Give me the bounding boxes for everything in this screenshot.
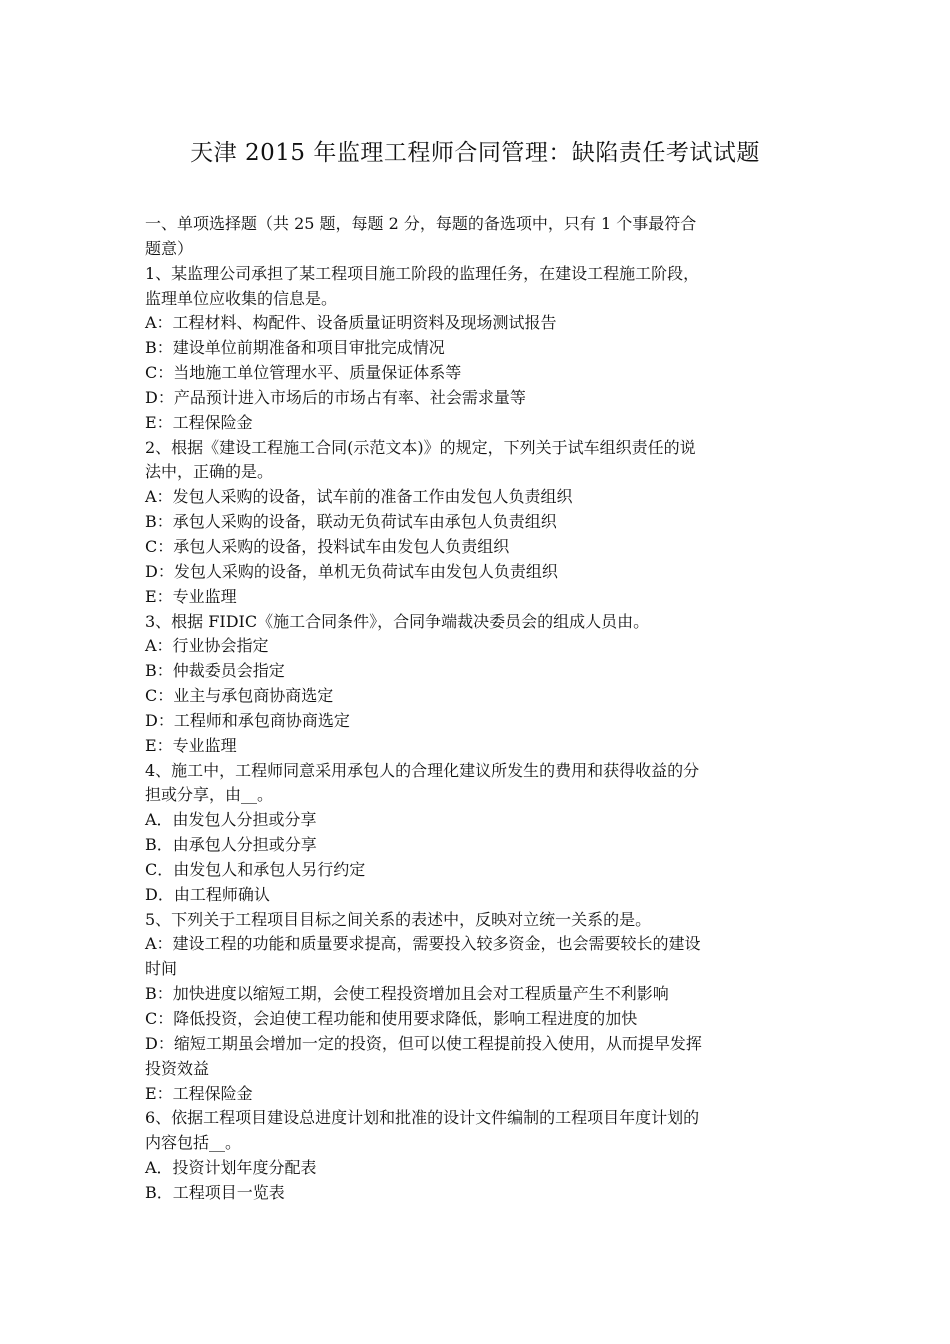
question-2-option-e: E：专业监理 [145, 586, 237, 606]
question-4: 4、施工中，工程师同意采用承包人的合理化建议所发生的费用和获得收益的分 [145, 760, 700, 780]
question-4-cont: 担或分享，由__。 [145, 785, 274, 805]
question-1-option-c: C：当地施工单位管理水平、质量保证体系等 [145, 363, 462, 383]
question-6-option-b: B．工程项目一览表 [145, 1182, 285, 1202]
question-5-option-a-cont: 时间 [145, 959, 178, 979]
question-4-option-d: D．由工程师确认 [145, 884, 270, 904]
document-title: 天津 2015 年监理工程师合同管理：缺陷责任考试试题 [190, 140, 760, 166]
question-4-option-a: A．由发包人分担或分享 [145, 810, 317, 830]
question-6-option-a: A．投资计划年度分配表 [145, 1158, 317, 1178]
question-2-option-a: A：发包人采购的设备，试车前的准备工作由发包人负责组织 [145, 487, 573, 507]
question-5-option-c: C：降低投资，会迫使工程功能和使用要求降低，影响工程进度的加快 [145, 1009, 638, 1028]
question-6-cont: 内容包括__。 [145, 1133, 242, 1153]
question-1-option-b: B：建设单位前期准备和项目审批完成情况 [145, 338, 445, 358]
question-3-option-e: E：专业监理 [145, 735, 237, 755]
question-5-option-e: E：工程保险金 [145, 1083, 253, 1103]
question-3-option-c: C：业主与承包商协商选定 [145, 686, 334, 706]
question-5-option-d: D：缩短工期虽会增加一定的投资，但可以使工程提前投入使用，从而提早发挥 [145, 1033, 702, 1053]
question-3: 3、根据 FIDIC《施工合同条件》，合同争端裁决委员会的组成人员由。 [145, 611, 650, 631]
question-3-option-d: D：工程师和承包商协商选定 [145, 710, 350, 730]
question-4-option-c: C．由发包人和承包人另行约定 [145, 859, 366, 879]
question-2-option-c: C：承包人采购的设备，投料试车由发包人负责组织 [145, 536, 510, 556]
question-6: 6、依据工程项目建设总进度计划和批准的设计文件编制的工程项目年度计划的 [145, 1108, 700, 1128]
question-1: 1、某监理公司承担了某工程项目施工阶段的监理任务，在建设工程施工阶段， [145, 263, 700, 283]
question-2-option-d: D：发包人采购的设备，单机无负荷试车由发包人负责组织 [145, 561, 558, 581]
question-1-option-d: D：产品预计进入市场后的市场占有率、社会需求量等 [145, 387, 526, 407]
question-2-cont: 法中，正确的是。 [145, 462, 274, 482]
question-5-option-d-cont: 投资效益 [145, 1058, 210, 1078]
question-1-cont: 监理单位应收集的信息是。 [145, 288, 338, 308]
section-heading: 一、单项选择题（共 25 题，每题 2 分，每题的备选项中，只有 1 个事最符合 [145, 214, 697, 233]
question-3-option-b: B：仲裁委员会指定 [145, 661, 285, 681]
question-1-option-e: E：工程保险金 [145, 412, 253, 432]
question-3-option-a: A：行业协会指定 [145, 636, 269, 656]
question-1-option-a: A：工程材料、构配件、设备质量证明资料及现场测试报告 [145, 313, 557, 333]
question-2-option-b: B：承包人采购的设备，联动无负荷试车由承包人负责组织 [145, 512, 557, 532]
question-5: 5、下列关于工程项目目标之间关系的表述中，反映对立统一关系的是。 [145, 909, 652, 929]
question-4-option-b: B．由承包人分担或分享 [145, 835, 317, 855]
question-5-option-b: B：加快进度以缩短工期，会使工程投资增加且会对工程质量产生不利影响 [145, 984, 669, 1004]
question-2: 2、根据《建设工程施工合同(示范文本)》的规定，下列关于试车组织责任的说 [145, 437, 696, 457]
section-heading-cont: 题意） [145, 238, 194, 258]
question-5-option-a: A：建设工程的功能和质量要求提高，需要投入较多资金，也会需要较长的建设 [145, 934, 701, 954]
document-body [145, 212, 809, 1206]
